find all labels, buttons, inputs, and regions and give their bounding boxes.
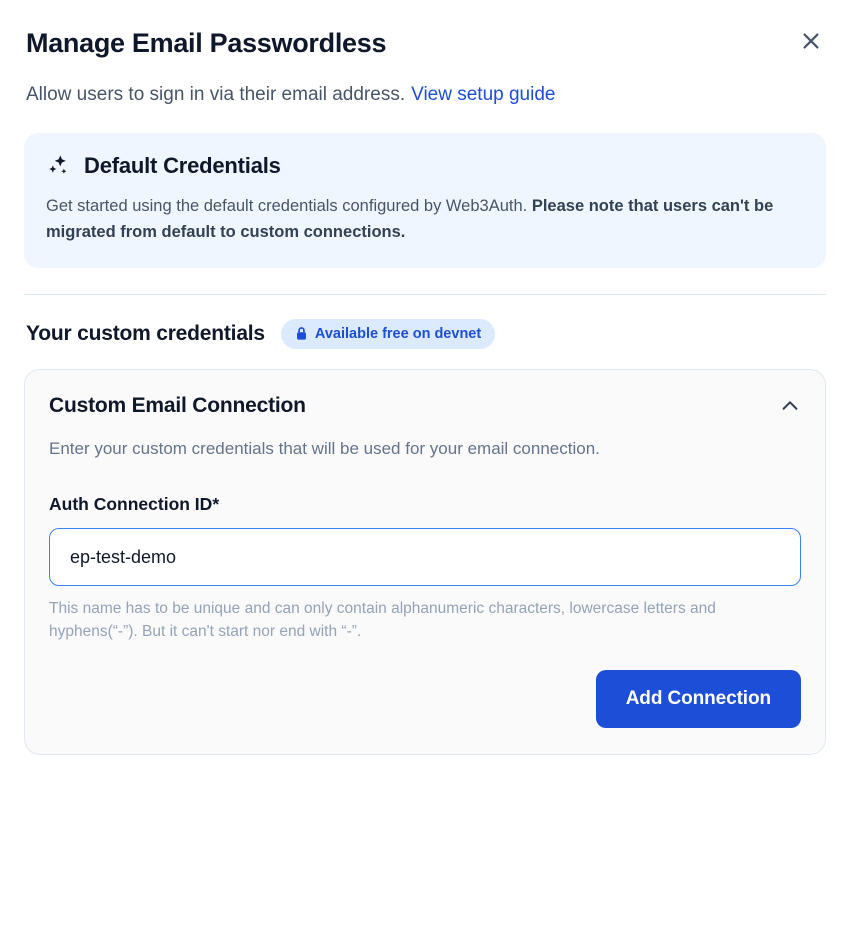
modal-header	[24, 24, 826, 59]
default-credentials-card	[24, 133, 826, 268]
custom-email-connection-panel	[24, 369, 826, 755]
default-credentials-body-bold: Please note that users can't be migrated from default to custom connections.	[46, 196, 774, 242]
default-credentials-header	[46, 153, 804, 179]
status-badge	[281, 319, 495, 349]
page-title: Manage Email Passwordless	[26, 28, 387, 58]
panel-description: Enter your custom credentials that will be used for your email connection.	[49, 438, 600, 458]
default-credentials-title: Default Credentials	[84, 152, 281, 178]
subtitle-text: Allow users to sign in via their email address.	[26, 84, 406, 106]
sparkle-icon	[46, 153, 72, 179]
auth-connection-id-label	[49, 494, 801, 515]
panel-title: Custom Email Connection	[49, 393, 306, 417]
lock-icon	[295, 326, 308, 341]
auth-connection-id-helper: This name has to be unique and can only contain alphanumeric characters, lowercase letters and hyphens(“-”). But it can't start nor end with “-”.	[49, 600, 716, 641]
modal-subtitle	[26, 82, 826, 109]
add-connection-button[interactable]: Add Connection	[596, 670, 801, 728]
default-credentials-body	[46, 193, 804, 246]
custom-credentials-header	[24, 319, 826, 349]
auth-connection-id-label-text: Auth Connection ID	[49, 494, 213, 515]
panel-actions	[49, 670, 801, 728]
chevron-up-icon[interactable]	[779, 395, 801, 417]
section-divider	[24, 294, 826, 295]
custom-credentials-title: Your custom credentials	[26, 321, 265, 345]
panel-header-toggle[interactable]	[49, 394, 801, 418]
required-marker: *	[212, 494, 220, 515]
close-icon	[800, 28, 822, 54]
default-credentials-body-plain: Get started using the default credentials configured by Web3Auth.	[46, 196, 528, 215]
auth-connection-id-input[interactable]	[49, 528, 801, 586]
status-badge-label: Available free on devnet	[314, 325, 482, 342]
close-button[interactable]	[794, 24, 828, 58]
view-setup-guide-link[interactable]: View setup guide	[411, 84, 556, 106]
